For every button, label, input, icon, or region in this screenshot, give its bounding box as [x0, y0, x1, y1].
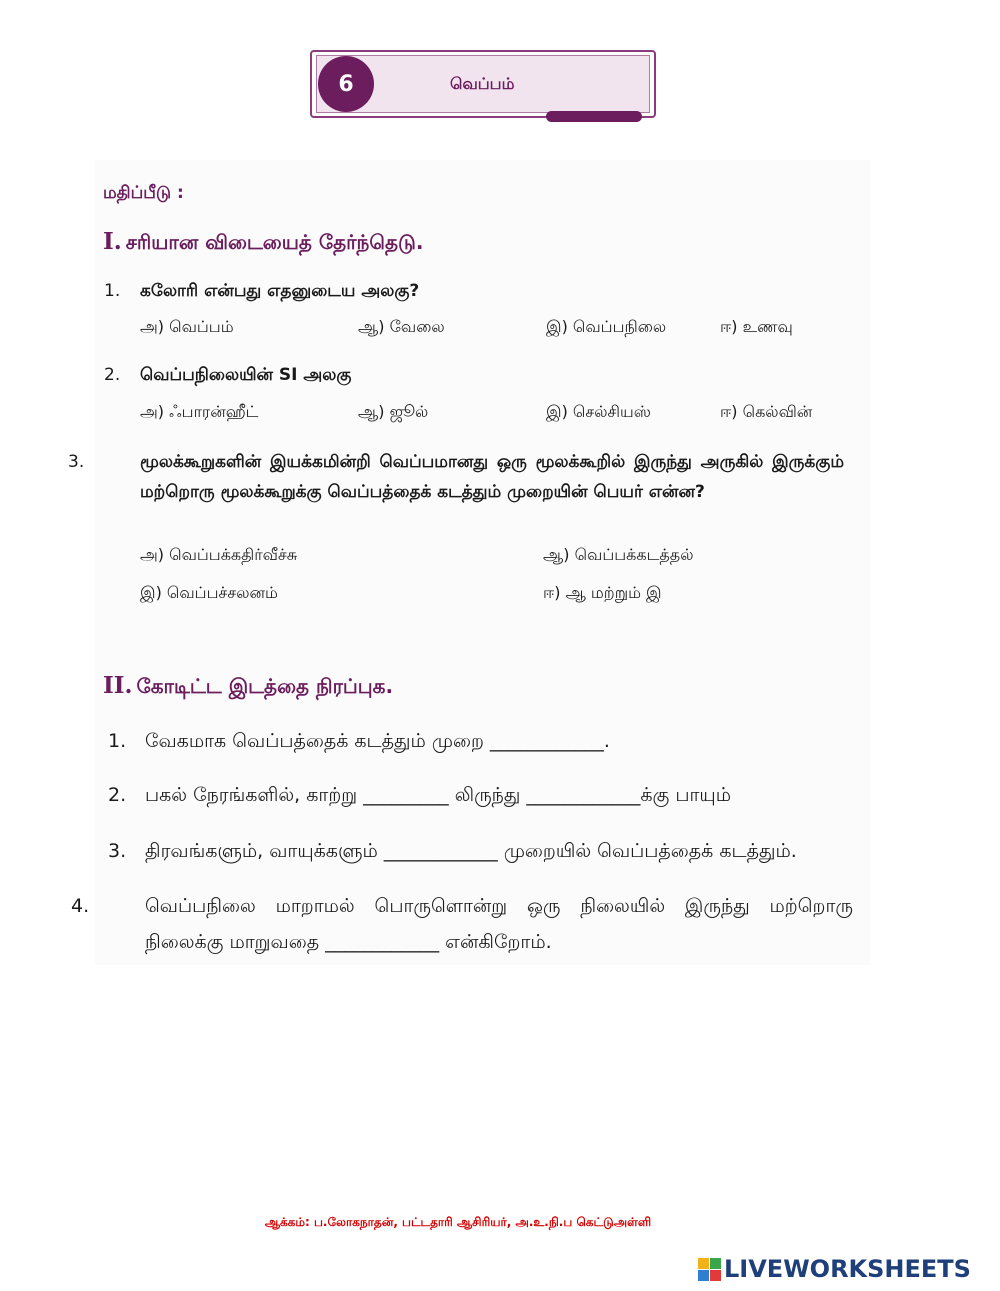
logo-block	[698, 1258, 709, 1269]
question-number: 2.	[104, 365, 121, 385]
logo-text: LIVEWORKSHEETS	[724, 1255, 971, 1283]
question-text: வெப்பநிலையின் SI அலகு	[140, 365, 352, 385]
logo-blocks-icon	[698, 1258, 721, 1281]
q2-option-c[interactable]: இ) செல்சியஸ்	[546, 402, 651, 421]
mcq-question-1	[104, 276, 844, 306]
item-text: வெப்பநிலை மாறாமல் பொருளொன்று ஒரு நிலையில் இருந்து மற்றொரு நிலைக்கு மாறுவதை ____________ என்கிறோம்.	[145, 895, 853, 953]
q3-option-c[interactable]: இ) வெப்பச்சலனம்	[140, 583, 278, 602]
item-number: 1.	[108, 730, 127, 752]
liveworksheets-logo[interactable]	[698, 1255, 971, 1283]
assessment-heading: மதிப்பீடு :	[103, 183, 184, 203]
section-1-roman: I.	[103, 228, 122, 255]
section-1-title-text: சரியான விடையைத் தேர்ந்தெடு.	[125, 230, 424, 254]
logo-block	[698, 1270, 709, 1281]
section-2-title	[103, 672, 393, 701]
q2-option-a[interactable]: அ) ஃபாரன்ஹீட்	[140, 402, 259, 421]
author-credit: ஆக்கம்: ப.லோகநாதன், பட்டதாரி ஆசிரியர், அ.உ.நி.ப கெட்டுஅள்ளி	[264, 1215, 652, 1229]
q2-option-b[interactable]: ஆ) ஜூல்	[358, 402, 429, 421]
mcq-question-2	[104, 360, 844, 390]
q1-option-d[interactable]: ஈ) உணவு	[720, 317, 793, 336]
chapter-decor-bar	[546, 111, 642, 122]
q1-option-c[interactable]: இ) வெப்பநிலை	[546, 317, 667, 336]
fill-blank-1[interactable]	[108, 723, 853, 759]
q3-option-b[interactable]: ஆ) வெப்பக்கடத்தல்	[543, 545, 694, 564]
question-number: 3.	[68, 452, 85, 472]
item-number: 4.	[71, 895, 90, 917]
question-number: 1.	[104, 281, 121, 301]
section-2-title-text: கோடிட்ட இடத்தை நிரப்புக.	[136, 674, 394, 698]
q3-option-d[interactable]: ஈ) ஆ மற்றும் இ	[543, 583, 662, 602]
chapter-title: வெப்பம்	[450, 74, 515, 93]
q3-option-a[interactable]: அ) வெப்பக்கதிர்வீச்சு	[140, 545, 298, 564]
item-text: பகல் நேரங்களில், காற்று _________ லிருந்து ____________க்கு பாயும்	[145, 784, 732, 806]
fill-blank-4[interactable]	[71, 888, 853, 960]
item-number: 3.	[108, 840, 127, 862]
chapter-header	[310, 50, 656, 118]
mcq-question-3	[68, 447, 844, 507]
q2-option-d[interactable]: ஈ) கெல்வின்	[720, 402, 813, 421]
section-2-roman: II.	[103, 672, 133, 699]
item-text: திரவங்களும், வாயுக்களும் ____________ முறையில் வெப்பத்தைக் கடத்தும்.	[145, 840, 797, 862]
question-text: மூலக்கூறுகளின் இயக்கமின்றி வெப்பமானது ஒரு மூலக்கூறில் இருந்து அருகில் இருக்கும் மற்றொரு மூலக்கூறுக்கு வெப்பத்தைக் கடத்தும் முறையின் பெயர் என்ன?	[140, 452, 844, 502]
chapter-number-badge: 6	[318, 56, 374, 112]
item-number: 2.	[108, 784, 127, 806]
fill-blank-3[interactable]	[108, 833, 853, 869]
q1-option-b[interactable]: ஆ) வேலை	[358, 317, 445, 336]
fill-blank-2[interactable]	[108, 777, 853, 813]
question-text: கலோரி என்பது எதனுடைய அலகு?	[140, 281, 420, 301]
logo-block	[710, 1258, 721, 1269]
section-1-title	[103, 228, 423, 257]
q1-option-a[interactable]: அ) வெப்பம்	[140, 317, 234, 336]
item-text: வேகமாக வெப்பத்தைக் கடத்தும் முறை ____________.	[145, 730, 610, 752]
logo-block	[710, 1270, 721, 1281]
